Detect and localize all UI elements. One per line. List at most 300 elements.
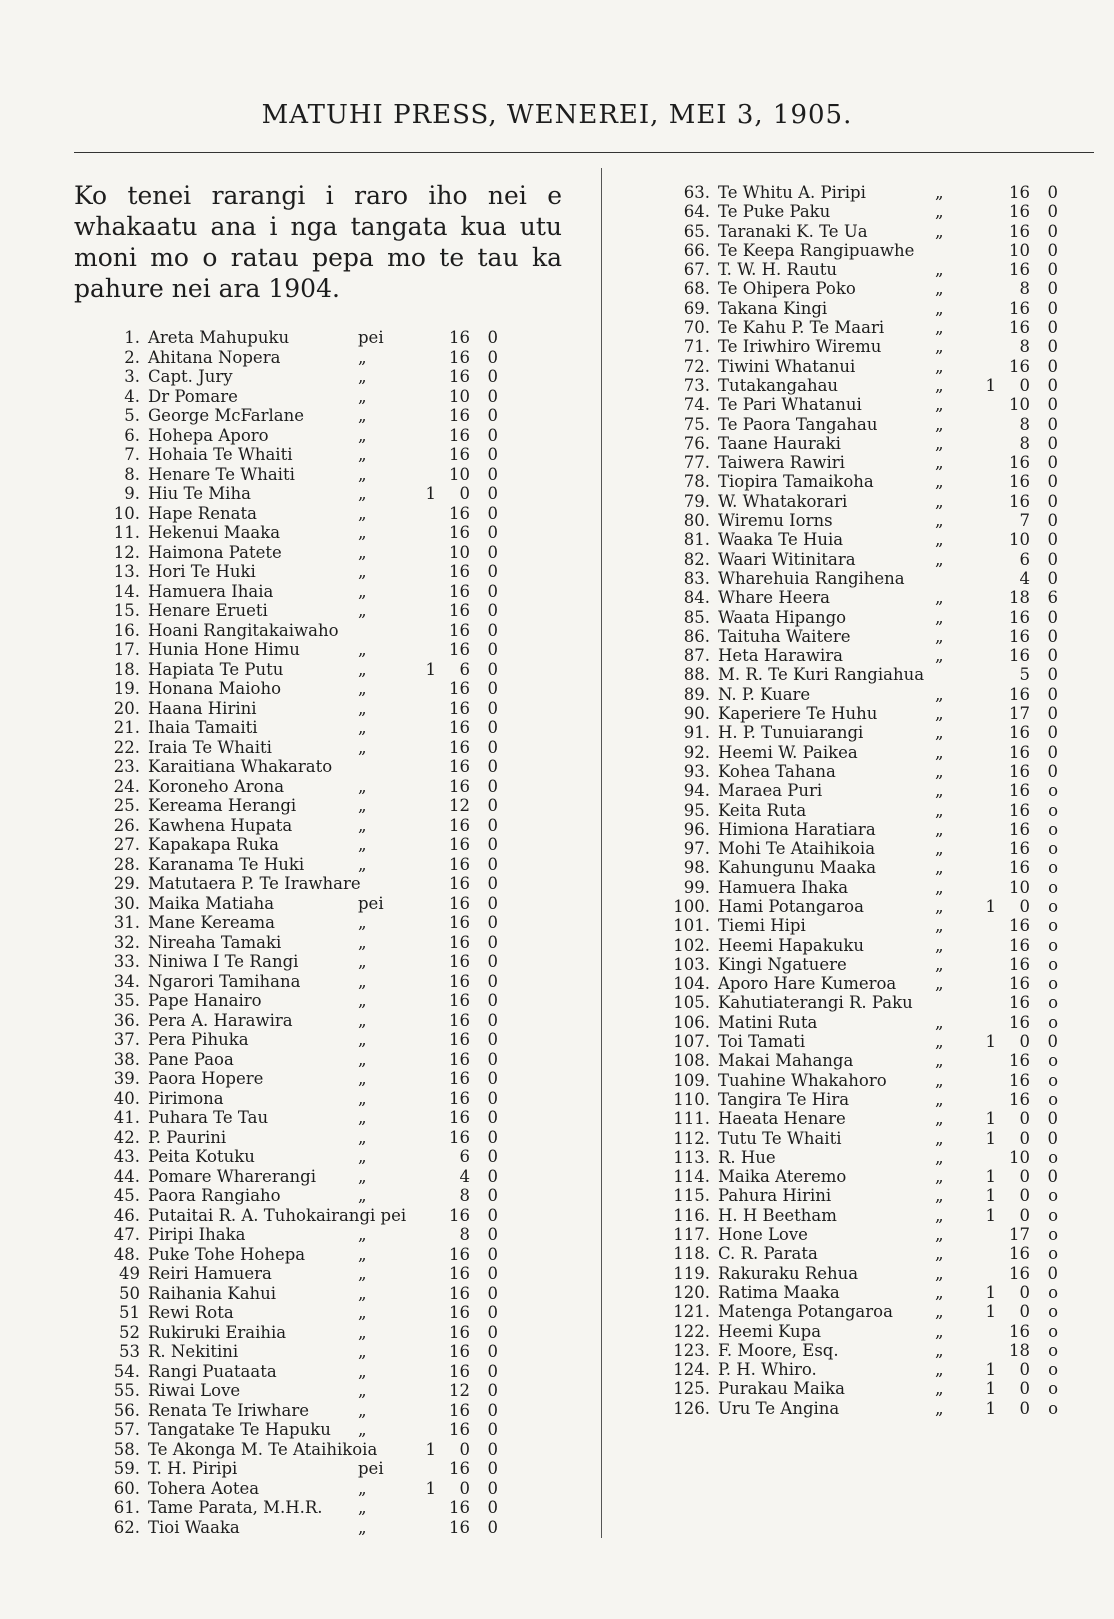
entry-amount — [420, 387, 498, 407]
amount-shillings: 16 — [449, 952, 470, 971]
entry-ditto-mark: „ — [358, 367, 367, 386]
entry-name: Pape Hanairo — [148, 991, 262, 1010]
entry-amount — [420, 972, 498, 992]
entry-number: 1. — [124, 328, 140, 347]
amount-pence: 0 — [487, 659, 498, 679]
amount-pence: 0 — [487, 971, 498, 991]
entry-number: 83. — [683, 568, 710, 588]
entry-number: 80. — [683, 511, 710, 531]
entry-name: Karaitiana Whakarato — [148, 757, 333, 776]
amount-pounds: 1 — [985, 1379, 996, 1399]
entry-amount — [420, 913, 498, 933]
entry-name: Haeata Henare — [718, 1109, 846, 1129]
amount-pence: 0 — [487, 757, 498, 776]
amount-pence: 0 — [1047, 684, 1058, 704]
entry-amount — [980, 472, 1058, 491]
entry-name: Kaperiere Te Huhu — [718, 704, 878, 724]
amount-shillings: 10 — [449, 464, 470, 484]
amount-shillings: 0 — [1019, 1360, 1030, 1380]
entry-number: 117. — [673, 1225, 710, 1245]
entry-name: Te Akonga M. Te Ataihikoia — [148, 1439, 378, 1459]
entry-amount — [420, 952, 498, 972]
entry-ditto-mark: „ — [358, 562, 367, 581]
entry-name: Hamuera Ihaka — [718, 877, 849, 897]
amount-shillings: 16 — [449, 1420, 470, 1439]
entry-ditto-mark: „ — [935, 511, 944, 531]
entry-name: C. R. Parata — [718, 1244, 818, 1264]
entry-ditto-mark: „ — [358, 484, 367, 503]
entry-number: 63. — [683, 183, 710, 202]
amount-shillings: 16 — [1009, 916, 1030, 936]
entry-ditto-mark: „ — [358, 1303, 367, 1322]
amount-pence: 0 — [487, 445, 498, 464]
entry-name: Kahungunu Maaka — [718, 858, 877, 878]
entry-ditto-mark: „ — [358, 1244, 367, 1264]
entry-number: 93. — [683, 761, 710, 781]
entry-amount — [420, 504, 498, 524]
entry-ditto-mark: „ — [358, 854, 367, 874]
entry-number: 113. — [673, 1147, 710, 1167]
entry-name: Tiwini Whatanui — [718, 356, 856, 376]
entry-number: 102. — [673, 935, 710, 955]
entry-ditto-mark: „ — [935, 704, 944, 724]
entry-number: 104. — [673, 974, 710, 994]
amount-shillings: 16 — [449, 1244, 470, 1264]
entry-amount — [420, 1459, 498, 1479]
amount-shillings: 16 — [1009, 1089, 1030, 1109]
entry-amount — [980, 1322, 1058, 1341]
entry-ditto-mark: „ — [935, 646, 944, 666]
amount-pence: 0 — [1047, 665, 1058, 685]
amount-shillings: 0 — [1019, 1398, 1030, 1418]
amount-pence: 0 — [1047, 568, 1058, 588]
entry-amount — [420, 601, 498, 621]
entry-number: 110. — [673, 1089, 710, 1109]
entry-amount — [980, 1341, 1058, 1360]
entry-name: Tutakangahau — [718, 375, 839, 395]
entry-name: Maika Matiaha — [148, 893, 275, 913]
amount-shillings: 16 — [1009, 472, 1030, 492]
amount-pence: 0 — [1047, 626, 1058, 646]
entry-number: 38. — [113, 1049, 140, 1069]
entry-ditto-mark: „ — [358, 347, 367, 367]
entry-number: 39. — [113, 1069, 140, 1088]
entry-name: Karanama Te Huki — [148, 854, 305, 874]
amount-shillings: 16 — [1009, 183, 1030, 202]
amount-shillings: 0 — [1019, 896, 1030, 916]
amount-pence: o — [1048, 1225, 1058, 1245]
amount-shillings: 0 — [1019, 1205, 1030, 1225]
amount-pence: 0 — [487, 1342, 498, 1361]
amount-shillings: 0 — [1019, 1032, 1030, 1052]
amount-shillings: 16 — [449, 640, 470, 659]
entry-name: Mohi Te Ataihikoia — [718, 839, 876, 859]
amount-shillings: 12 — [449, 1381, 470, 1400]
entry-name: Capt. Jury — [148, 367, 233, 386]
entry-ditto-mark: „ — [935, 337, 944, 357]
entry-amount — [980, 434, 1058, 453]
entry-ditto-mark: „ — [935, 202, 944, 222]
amount-shillings: 0 — [1019, 1109, 1030, 1129]
amount-pence: 0 — [487, 601, 498, 620]
entry-ditto-mark: „ — [358, 835, 367, 854]
entry-amount — [980, 415, 1058, 434]
amount-pence: o — [1048, 800, 1058, 820]
entry-ditto-mark: „ — [358, 1381, 367, 1400]
entry-number: 71. — [683, 337, 710, 357]
entry-name: Haimona Patete — [148, 542, 282, 562]
entry-number: 32. — [113, 932, 140, 952]
entry-number: 55. — [113, 1381, 140, 1400]
column-divider — [601, 168, 602, 1538]
entry-name: Te Iriwhiro Wiremu — [718, 337, 882, 357]
entry-ditto-mark: „ — [358, 406, 367, 425]
entry-number: 121. — [673, 1302, 710, 1322]
amount-shillings: 16 — [1009, 1070, 1030, 1090]
entry-ditto-mark: „ — [935, 1340, 944, 1360]
amount-pence: 0 — [487, 347, 498, 367]
entry-amount — [980, 337, 1058, 356]
entry-number: 4. — [124, 386, 140, 406]
amount-shillings: 16 — [1009, 1263, 1030, 1283]
entry-name: Henare Erueti — [148, 601, 268, 620]
entry-ditto-mark: „ — [935, 183, 944, 202]
entry-amount — [980, 858, 1058, 877]
amount-shillings: 16 — [449, 406, 470, 425]
amount-shillings: 16 — [1009, 761, 1030, 781]
amount-pence: 0 — [487, 854, 498, 874]
entry-amount — [980, 723, 1058, 742]
entry-name: P. H. Whiro. — [718, 1360, 817, 1380]
entry-amount — [980, 183, 1058, 202]
entry-amount — [980, 1206, 1058, 1225]
entry-amount — [420, 1401, 498, 1421]
entry-amount — [420, 1069, 498, 1089]
amount-shillings: 6 — [459, 659, 470, 679]
entry-amount — [420, 1323, 498, 1343]
entry-ditto-mark: „ — [935, 1225, 944, 1245]
entry-amount — [420, 1128, 498, 1148]
amount-pence: o — [1048, 1302, 1058, 1322]
entry-number: 123. — [673, 1340, 710, 1360]
amount-pence: 0 — [487, 1030, 498, 1049]
entry-ditto-mark: „ — [935, 491, 944, 511]
entry-amount — [420, 1303, 498, 1323]
entry-amount — [420, 640, 498, 660]
entry-name: T. H. Piripi — [148, 1459, 238, 1478]
entry-number: 33. — [113, 952, 140, 971]
entry-number: 19. — [113, 679, 140, 698]
entry-name: Ahitana Nopera — [148, 347, 281, 367]
amount-shillings: 0 — [1019, 1186, 1030, 1206]
amount-pence: 0 — [487, 1147, 498, 1166]
amount-shillings: 16 — [449, 562, 470, 581]
entry-amount — [420, 406, 498, 426]
entry-ditto-mark: „ — [358, 776, 367, 796]
entry-ditto-mark: „ — [935, 433, 944, 453]
amount-shillings: 16 — [1009, 453, 1030, 473]
entry-ditto-mark: „ — [935, 1167, 944, 1187]
amount-pounds: 1 — [985, 896, 996, 916]
entry-ditto-mark: „ — [935, 549, 944, 569]
entry-amount — [420, 484, 498, 504]
entry-ditto-mark: „ — [358, 581, 367, 601]
amount-pounds: 1 — [425, 1439, 436, 1459]
entry-name: Hohepa Aporo — [148, 425, 269, 445]
entry-amount — [420, 991, 498, 1011]
amount-pence: 0 — [487, 1361, 498, 1381]
entry-ditto-mark: „ — [358, 971, 367, 991]
entry-ditto-mark: „ — [935, 1012, 944, 1032]
entry-ditto-mark: „ — [358, 445, 367, 464]
entry-amount — [980, 974, 1058, 993]
amount-shillings: 0 — [1019, 1167, 1030, 1187]
entry-amount — [980, 646, 1058, 665]
entry-number: 75. — [683, 414, 710, 434]
amount-pence: 0 — [1047, 1167, 1058, 1187]
entry-name: Kereama Herangi — [148, 796, 297, 815]
amount-pence: 0 — [487, 952, 498, 971]
entry-number: 53 — [119, 1342, 140, 1361]
entry-amount — [420, 465, 498, 485]
entry-name: Putaitai R. A. Tuhokairangi pei — [148, 1205, 407, 1225]
entry-ditto-mark: „ — [358, 503, 367, 523]
entry-number: 70. — [683, 318, 710, 338]
amount-shillings: 0 — [1019, 1302, 1030, 1322]
entry-amount — [980, 376, 1058, 395]
amount-shillings: 16 — [449, 503, 470, 523]
amount-pence: 0 — [487, 1478, 498, 1498]
entry-number: 17. — [113, 640, 140, 659]
amount-shillings: 16 — [449, 1264, 470, 1283]
amount-pence: 0 — [1047, 183, 1058, 202]
entry-name: Raihania Kahui — [148, 1283, 277, 1303]
amount-pence: 0 — [487, 737, 498, 757]
amount-pence: 0 — [1047, 356, 1058, 376]
entry-number: 31. — [113, 913, 140, 932]
entry-name: Maraea Puri — [718, 781, 823, 801]
entry-name: Honana Maioho — [148, 679, 281, 698]
entry-amount — [420, 562, 498, 582]
entry-number: 124. — [673, 1360, 710, 1380]
entry-amount — [420, 933, 498, 953]
entry-ditto-mark: „ — [935, 260, 944, 280]
amount-shillings: 16 — [449, 776, 470, 796]
entry-name: Hone Love — [718, 1225, 808, 1245]
entry-number: 89. — [683, 684, 710, 704]
entry-amount — [980, 1013, 1058, 1032]
amount-pence: 0 — [487, 1225, 498, 1244]
entry-ditto-mark: pei — [358, 1459, 384, 1478]
amount-pence: 0 — [487, 718, 498, 737]
amount-shillings: 16 — [449, 1127, 470, 1147]
amount-pence: 0 — [487, 1186, 498, 1205]
entry-name: R. Nekitini — [148, 1342, 239, 1361]
entry-number: 86. — [683, 626, 710, 646]
entry-number: 51 — [119, 1303, 140, 1322]
entry-name: Keita Ruta — [718, 800, 807, 820]
amount-pence: 0 — [1047, 472, 1058, 492]
amount-shillings: 16 — [449, 874, 470, 893]
entry-number: 95. — [683, 800, 710, 820]
entry-amount — [420, 894, 498, 914]
amount-shillings: 8 — [1019, 433, 1030, 453]
amount-shillings: 10 — [1009, 1147, 1030, 1167]
entry-ditto-mark: „ — [935, 742, 944, 762]
entry-amount — [980, 1167, 1058, 1186]
entry-name: Pera A. Harawira — [148, 1010, 293, 1030]
entry-ditto-mark: „ — [935, 1070, 944, 1090]
amount-shillings: 0 — [1019, 1128, 1030, 1148]
entry-name: Hohaia Te Whaiti — [148, 445, 293, 464]
entry-name: Pomare Wharerangi — [148, 1166, 317, 1186]
amount-shillings: 16 — [449, 893, 470, 913]
entry-amount — [420, 1264, 498, 1284]
entry-number: 115. — [673, 1186, 710, 1206]
entry-ditto-mark: „ — [935, 414, 944, 434]
entry-amount — [980, 1302, 1058, 1321]
entry-amount — [980, 1071, 1058, 1090]
entry-name: Mane Kereama — [148, 913, 275, 932]
entry-name: Piripi Ihaka — [148, 1225, 246, 1244]
entry-name: Te Kahu P. Te Maari — [718, 318, 885, 338]
entry-amount — [420, 1518, 498, 1538]
amount-pence: 0 — [487, 1517, 498, 1537]
entry-amount — [980, 993, 1058, 1012]
entry-ditto-mark: „ — [358, 1420, 367, 1439]
entry-number: 99. — [683, 877, 710, 897]
entry-amount — [980, 395, 1058, 414]
amount-pounds: 1 — [985, 1360, 996, 1380]
entry-number: 56. — [113, 1400, 140, 1420]
entry-ditto-mark: „ — [935, 588, 944, 608]
entry-number: 72. — [683, 356, 710, 376]
entry-amount — [980, 1360, 1058, 1379]
entry-ditto-mark: „ — [935, 896, 944, 916]
amount-pence: o — [1048, 1340, 1058, 1360]
entry-amount — [980, 222, 1058, 241]
entry-number: 62. — [113, 1517, 140, 1537]
amount-pence: 0 — [1047, 221, 1058, 241]
entry-name: Te Pari Whatanui — [718, 395, 862, 415]
entry-ditto-mark: „ — [358, 386, 367, 406]
entry-number: 108. — [673, 1051, 710, 1071]
entry-name: Tiemi Hipi — [718, 916, 806, 936]
entry-name: Taiwera Rawiri — [718, 453, 845, 473]
entry-number: 73. — [683, 375, 710, 395]
amount-pence: 0 — [1047, 491, 1058, 511]
amount-shillings: 8 — [1019, 414, 1030, 434]
entry-ditto-mark: „ — [358, 1322, 367, 1342]
entry-amount — [420, 796, 498, 816]
entry-number: 15. — [113, 601, 140, 620]
entry-amount — [980, 955, 1058, 974]
entry-ditto-mark: „ — [358, 737, 367, 757]
amount-shillings: 6 — [459, 1147, 470, 1166]
amount-pence: 0 — [487, 1166, 498, 1186]
entry-ditto-mark: „ — [935, 1244, 944, 1264]
entry-name: Peita Kotuku — [148, 1147, 255, 1166]
amount-shillings: 16 — [1009, 1321, 1030, 1341]
entry-number: 96. — [683, 819, 710, 839]
entry-number: 13. — [113, 562, 140, 581]
amount-shillings: 0 — [459, 1478, 470, 1498]
entry-name: Hiu Te Miha — [148, 484, 251, 503]
entry-name: Hape Renata — [148, 503, 257, 523]
entry-name: Rewi Rota — [148, 1303, 234, 1322]
entry-amount — [980, 897, 1058, 916]
entry-number: 84. — [683, 588, 710, 608]
amount-pounds: 1 — [985, 1109, 996, 1129]
entry-name: Dr Pomare — [148, 386, 238, 406]
amount-shillings: 0 — [459, 484, 470, 503]
entry-ditto-mark: „ — [358, 1147, 367, 1166]
amount-pence: 0 — [487, 991, 498, 1010]
entry-number: 68. — [683, 279, 710, 299]
amount-shillings: 6 — [1019, 549, 1030, 569]
amount-shillings: 10 — [1009, 530, 1030, 550]
entry-number: 57. — [113, 1420, 140, 1439]
entry-number: 14. — [113, 581, 140, 601]
amount-pence: 0 — [1047, 318, 1058, 338]
entry-name: Tangatake Te Hapuku — [148, 1420, 331, 1439]
amount-shillings: 16 — [449, 1205, 470, 1225]
entry-amount — [420, 835, 498, 855]
entry-ditto-mark: „ — [935, 318, 944, 338]
entry-name: Rangi Puataata — [148, 1361, 277, 1381]
entry-name: W. Whatakorari — [718, 491, 848, 511]
entry-amount — [980, 820, 1058, 839]
amount-shillings: 16 — [1009, 742, 1030, 762]
entry-name: Waaka Te Huia — [718, 530, 844, 550]
entry-ditto-mark: „ — [358, 952, 367, 971]
amount-pence: 6 — [1047, 588, 1058, 608]
entry-amount — [420, 1206, 498, 1226]
entry-amount — [420, 855, 498, 875]
amount-shillings: 16 — [1009, 260, 1030, 280]
entry-amount — [420, 874, 498, 894]
header-rule — [74, 152, 1094, 153]
entry-name: Hoani Rangitakaiwaho — [148, 620, 339, 640]
entry-number: 48. — [113, 1244, 140, 1264]
amount-shillings: 17 — [1009, 704, 1030, 724]
entry-name: Pera Pihuka — [148, 1030, 249, 1049]
entry-amount — [980, 1186, 1058, 1205]
amount-shillings: 18 — [1009, 1340, 1030, 1360]
amount-shillings: 16 — [449, 1342, 470, 1361]
entry-ditto-mark: „ — [358, 932, 367, 952]
entry-number: 120. — [673, 1282, 710, 1302]
amount-pence: 0 — [487, 581, 498, 601]
entry-number: 101. — [673, 916, 710, 936]
entry-amount — [420, 348, 498, 368]
amount-pence: 0 — [487, 620, 498, 640]
entry-amount — [420, 679, 498, 699]
entry-ditto-mark: „ — [935, 781, 944, 801]
entry-ditto-mark: „ — [935, 1128, 944, 1148]
amount-shillings: 12 — [449, 796, 470, 815]
entry-number: 118. — [673, 1244, 710, 1264]
amount-shillings: 17 — [1009, 1225, 1030, 1245]
entry-name: Hekenui Maaka — [148, 523, 281, 542]
entry-name: Heemi Hapakuku — [718, 935, 864, 955]
entry-number: 11. — [113, 523, 140, 542]
entry-number: 37. — [113, 1030, 140, 1049]
amount-pence: o — [1048, 935, 1058, 955]
amount-pence: o — [1048, 916, 1058, 936]
entry-ditto-mark: „ — [358, 1127, 367, 1147]
amount-pence: 0 — [487, 1010, 498, 1030]
